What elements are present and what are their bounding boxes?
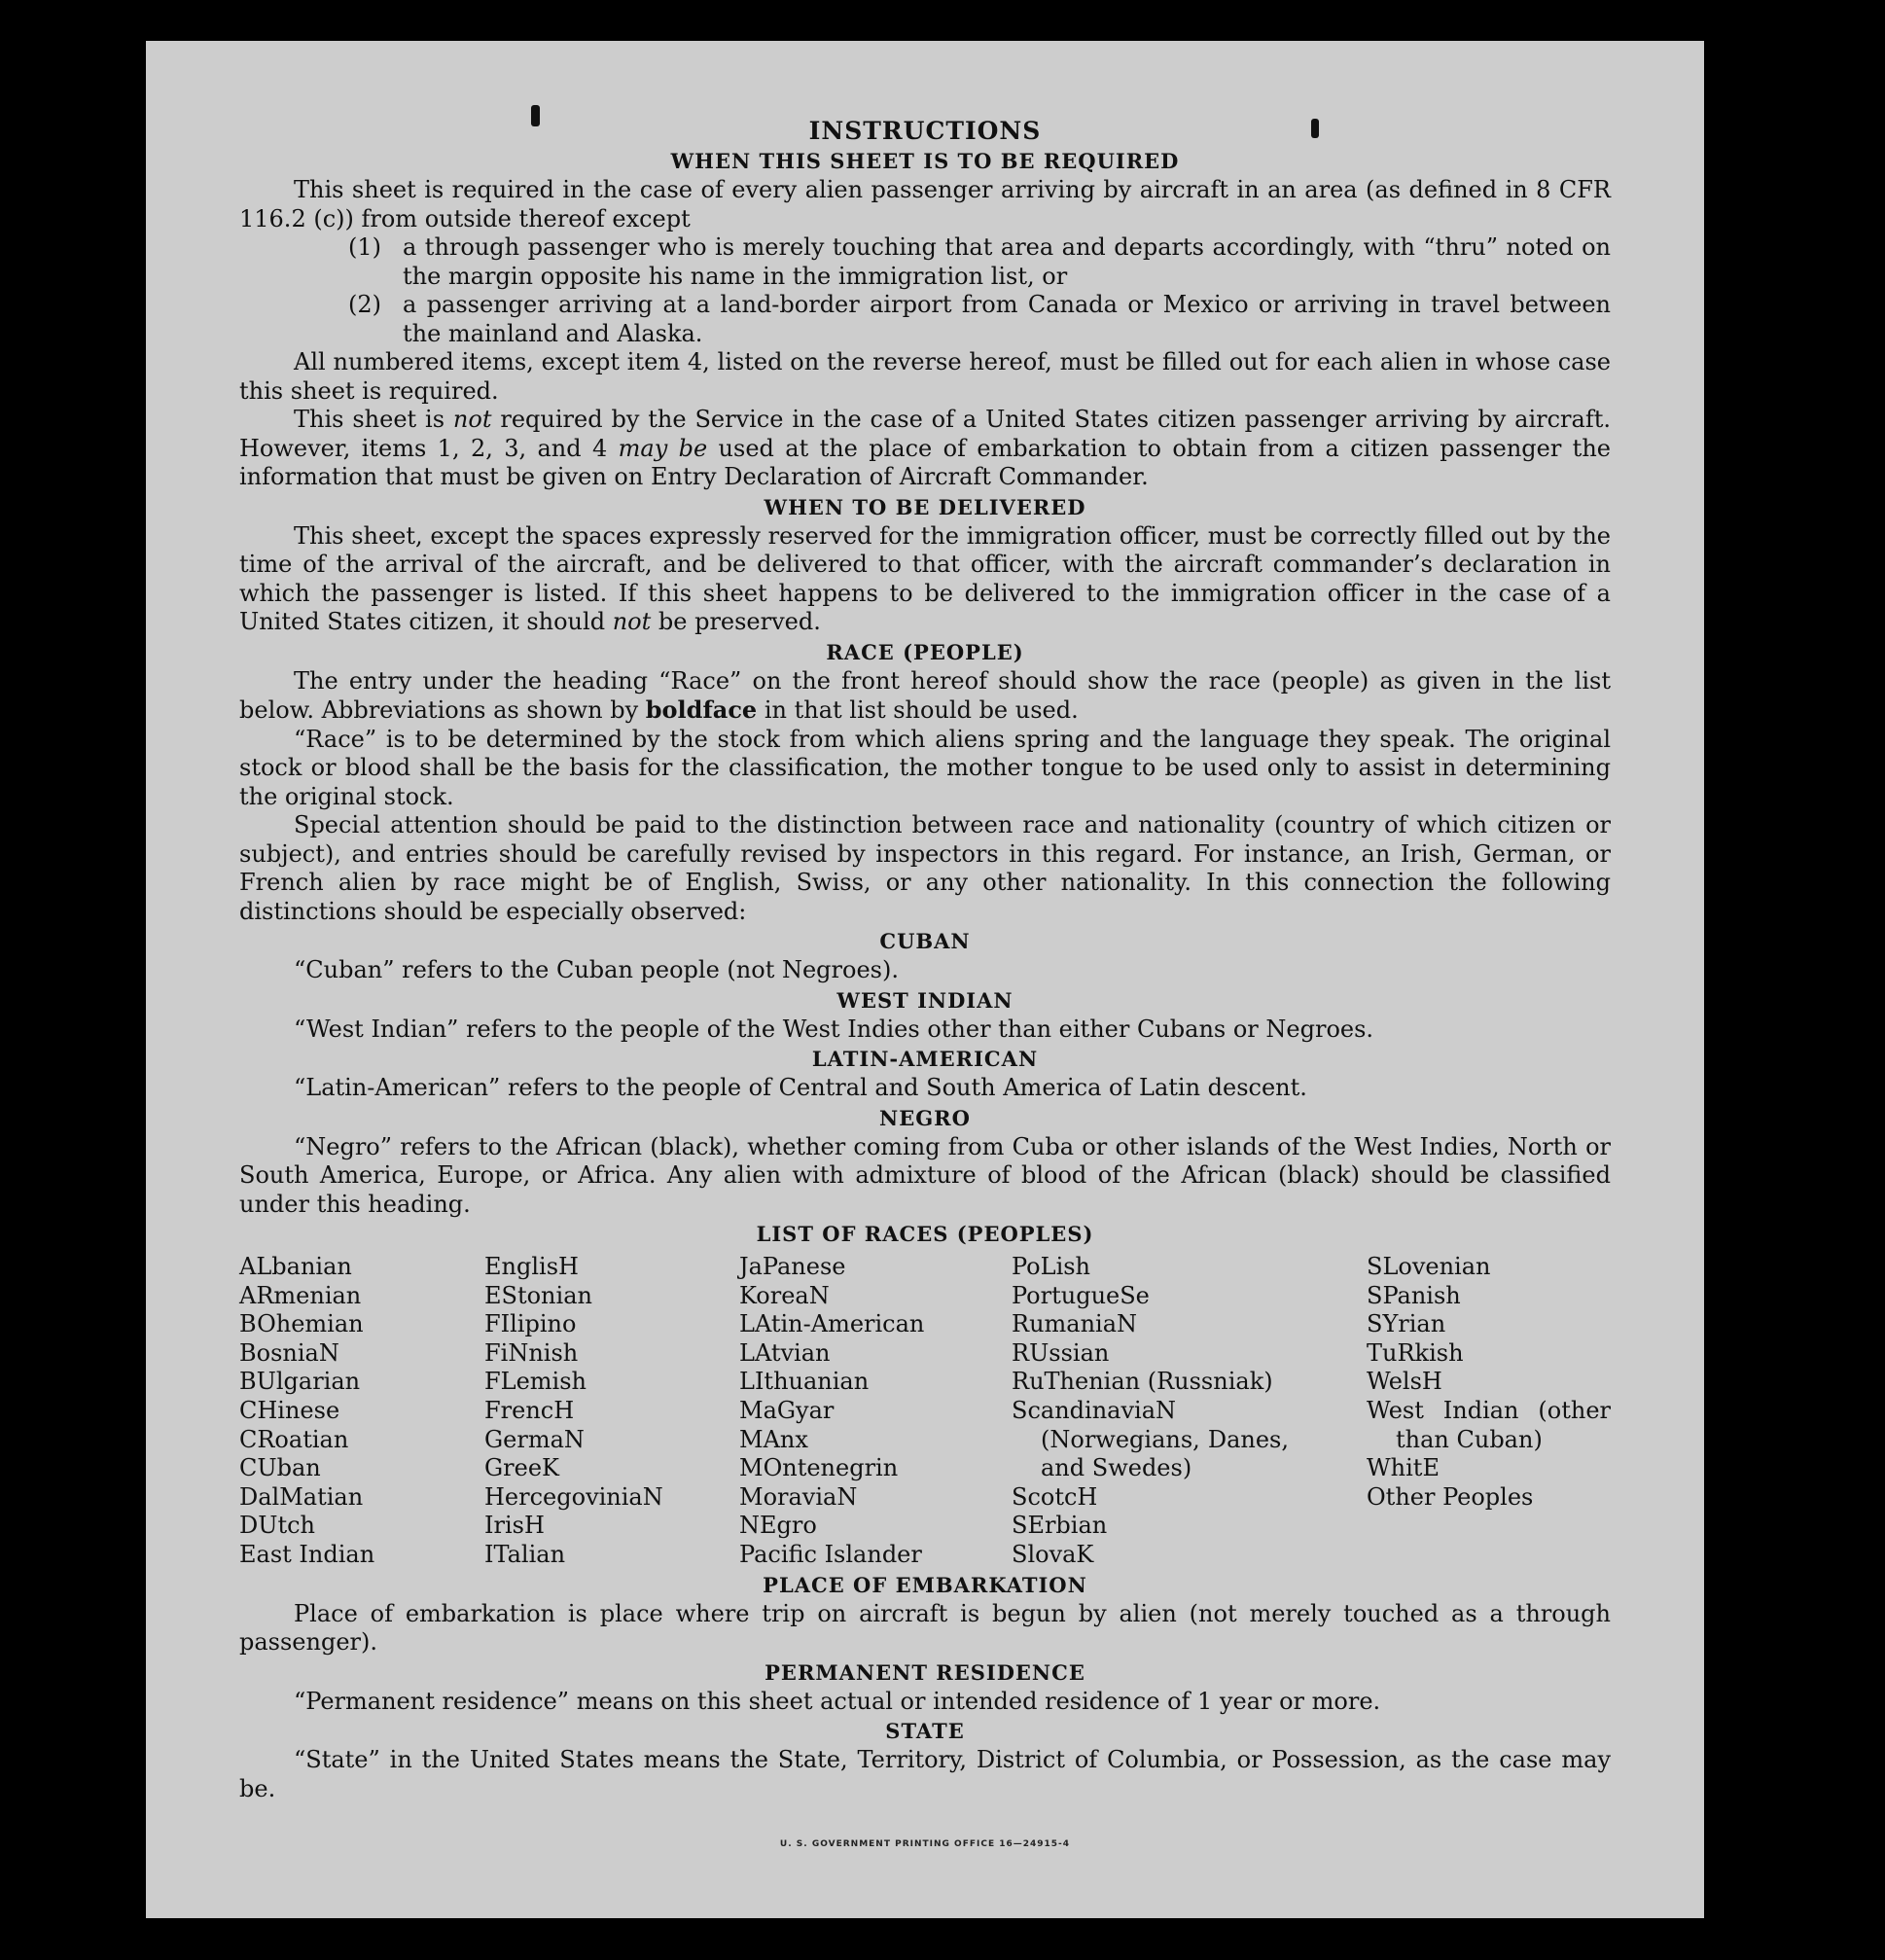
race-item: WhitE bbox=[1367, 1454, 1440, 1482]
heading-negro: NEGRO bbox=[879, 1105, 971, 1130]
race-item: BUlgarian bbox=[239, 1368, 361, 1396]
paragraph: This sheet is not required by the Service in the case of a United States citizen passenger arriving by aircraft. However, items 1, 2, 3, and 4 may be used at the place of embarkation to obtain from a citizen passenger the information that must be given on Entry Declaration of Aircraft Commander. bbox=[239, 406, 1611, 490]
paragraph: Special attention should be paid to the distinction between race and nationality (country of which citizen or subject), and entries should be carefully revised by inspectors in this regard. For instance, an Irish, German, or French alien by race might be of English, Swiss, or any other nationality. In this connection the following distinctions should be especially observed: bbox=[239, 811, 1611, 925]
heading-list-of-races: LIST OF RACES (PEOPLES) bbox=[756, 1222, 1094, 1246]
race-item: LAtvian bbox=[739, 1338, 831, 1367]
heading-when-required: WHEN THIS SHEET IS TO BE REQUIRED bbox=[670, 149, 1180, 173]
race-item: PortugueSe bbox=[1012, 1281, 1150, 1309]
paragraph: “State” in the United States means the State, Territory, District of Columbia, or Possession, as the case may be. bbox=[239, 1746, 1611, 1802]
instructions-body bbox=[239, 117, 1611, 1803]
race-item: KoreaN bbox=[739, 1281, 830, 1309]
heading-embarkation: PLACE OF EMBARKATION bbox=[763, 1572, 1087, 1597]
race-item: EStonian bbox=[484, 1281, 592, 1309]
race-item: FIlipino bbox=[484, 1310, 577, 1338]
paragraph: This sheet is required in the case of every alien passenger arriving by aircraft in an area (as defined in 8 CFR 116.2 (c)) from outside thereof except bbox=[239, 176, 1611, 232]
races-column bbox=[1367, 1253, 1611, 1570]
race-item: MoraviaN bbox=[739, 1482, 858, 1511]
race-item: CUban bbox=[239, 1454, 321, 1482]
race-item: MAnx bbox=[739, 1425, 808, 1453]
item-text: a passenger arriving at a land-border airport from Canada or Mexico or arriving in travel between the mainland and Alaska. bbox=[403, 291, 1611, 347]
list-item bbox=[239, 291, 1611, 348]
race-item: SLovenian bbox=[1367, 1253, 1491, 1280]
race-item: SlovaK bbox=[1012, 1540, 1094, 1568]
race-item: BosniaN bbox=[239, 1338, 339, 1367]
paragraph: Place of embarkation is place where trip on aircraft is begun by alien (not merely touched as a through passenger). bbox=[239, 1599, 1611, 1657]
race-item: ALbanian bbox=[239, 1253, 352, 1280]
race-item: SErbian bbox=[1012, 1512, 1108, 1540]
race-item: MaGyar bbox=[739, 1396, 835, 1424]
race-item: LAtin-American bbox=[739, 1310, 925, 1338]
heading-latin-american: LATIN-AMERICAN bbox=[811, 1047, 1039, 1071]
item-number: (2) bbox=[348, 291, 381, 318]
race-item: Other Peoples bbox=[1367, 1482, 1534, 1511]
races-column bbox=[484, 1253, 739, 1570]
heading-permanent-residence: PERMANENT RESIDENCE bbox=[765, 1659, 1085, 1685]
race-item: SYrian bbox=[1367, 1310, 1446, 1338]
paragraph: “Latin-American” refers to the people of Central and South America of Latin descent. bbox=[294, 1074, 1307, 1101]
race-item: ScandinaviaN (Norwegians, Danes, and Swedes) bbox=[1012, 1396, 1289, 1482]
races-column bbox=[1012, 1253, 1289, 1570]
race-item: RUssian bbox=[1012, 1338, 1110, 1367]
race-item: SPanish bbox=[1367, 1281, 1461, 1309]
race-item: East Indian bbox=[239, 1540, 375, 1568]
race-item: FrencH bbox=[484, 1396, 575, 1424]
paragraph: “West Indian” refers to the people of the West Indies other than either Cubans or Negroes. bbox=[294, 1015, 1374, 1043]
race-item: HercegoviniaN bbox=[484, 1482, 663, 1511]
heading-race: RACE (PEOPLE) bbox=[826, 639, 1024, 664]
race-item: LIthuanian bbox=[739, 1368, 870, 1396]
printing-office-footer: U. S. GOVERNMENT PRINTING OFFICE 16—24915-4 bbox=[779, 1839, 1071, 1849]
race-item: ScotcH bbox=[1012, 1482, 1098, 1511]
race-item: ITalian bbox=[484, 1540, 566, 1568]
heading-cuban: CUBAN bbox=[879, 929, 971, 953]
page-title: INSTRUCTIONS bbox=[808, 117, 1042, 145]
paragraph: All numbered items, except item 4, listed on the reverse hereof, must be filled out for each alien in whose case this sheet is required. bbox=[239, 348, 1611, 405]
race-item: DUtch bbox=[239, 1512, 316, 1540]
race-item: FiNnish bbox=[484, 1338, 579, 1367]
race-item: West Indian (other than Cuban) bbox=[1367, 1396, 1611, 1453]
paragraph: This sheet, except the spaces expressly reserved for the immigration officer, must be correctly filled out by the time of the arrival of the aircraft, and be delivered to that officer, with the aircraft commander’s declaration in which the passenger is listed. If this sheet happens to be delivered to the immigration officer in the case of a United States citizen, it should not be preserved. bbox=[239, 521, 1611, 635]
race-item: ARmenian bbox=[239, 1281, 362, 1309]
heading-when-delivered: WHEN TO BE DELIVERED bbox=[764, 494, 1086, 519]
document-page bbox=[146, 41, 1704, 1918]
heading-state: STATE bbox=[885, 1719, 965, 1744]
race-item: CHinese bbox=[239, 1396, 340, 1424]
races-column bbox=[739, 1253, 1012, 1570]
paragraph: “Permanent residence” means on this sheet actual or intended residence of 1 year or more. bbox=[294, 1687, 1381, 1715]
list-item bbox=[239, 233, 1611, 291]
paragraph: The entry under the heading “Race” on the front hereof should show the race (people) as given in the list below. Abbreviations as shown by boldface in that list should be used. bbox=[239, 666, 1611, 724]
race-item: MOntenegrin bbox=[739, 1454, 899, 1482]
race-item: RuThenian (Russniak) bbox=[1012, 1368, 1273, 1396]
race-item: DalMatian bbox=[239, 1482, 364, 1511]
race-item: TuRkish bbox=[1367, 1338, 1464, 1367]
races-list bbox=[239, 1253, 1611, 1570]
race-item: GermaN bbox=[484, 1425, 585, 1453]
race-item: JaPanese bbox=[739, 1253, 846, 1280]
paragraph: “Cuban” refers to the Cuban people (not Negroes). bbox=[294, 956, 899, 983]
race-item: RumaniaN bbox=[1012, 1310, 1138, 1338]
item-text: a through passenger who is merely touching that area and departs accordingly, with “thru” noted on the margin opposite his name in the immigration list, or bbox=[403, 233, 1611, 290]
races-column bbox=[239, 1253, 484, 1570]
race-item: BOhemian bbox=[239, 1310, 364, 1338]
item-number: (1) bbox=[348, 233, 381, 261]
race-item: PoLish bbox=[1012, 1253, 1091, 1280]
race-item: WelsH bbox=[1367, 1368, 1442, 1396]
paragraph: “Negro” refers to the African (black), whether coming from Cuba or other islands of the West Indies, North or South America, Europe, or Africa. Any alien with admixture of blood of the African (black) should be classified under this heading. bbox=[239, 1132, 1611, 1218]
race-item: IrisH bbox=[484, 1512, 545, 1540]
race-item: GreeK bbox=[484, 1454, 559, 1482]
paragraph: “Race” is to be determined by the stock from which aliens spring and the language they speak. The original stock or blood shall be the basis for the classification, the mother tongue to be used only to assist in determining the original stock. bbox=[239, 725, 1611, 810]
race-item: EnglisH bbox=[484, 1253, 579, 1280]
race-item: Pacific Islander bbox=[739, 1540, 922, 1568]
race-item: FLemish bbox=[484, 1368, 587, 1396]
race-item: NEgro bbox=[739, 1512, 817, 1540]
heading-west-indian: WEST INDIAN bbox=[836, 987, 1014, 1013]
race-item: CRoatian bbox=[239, 1425, 349, 1453]
